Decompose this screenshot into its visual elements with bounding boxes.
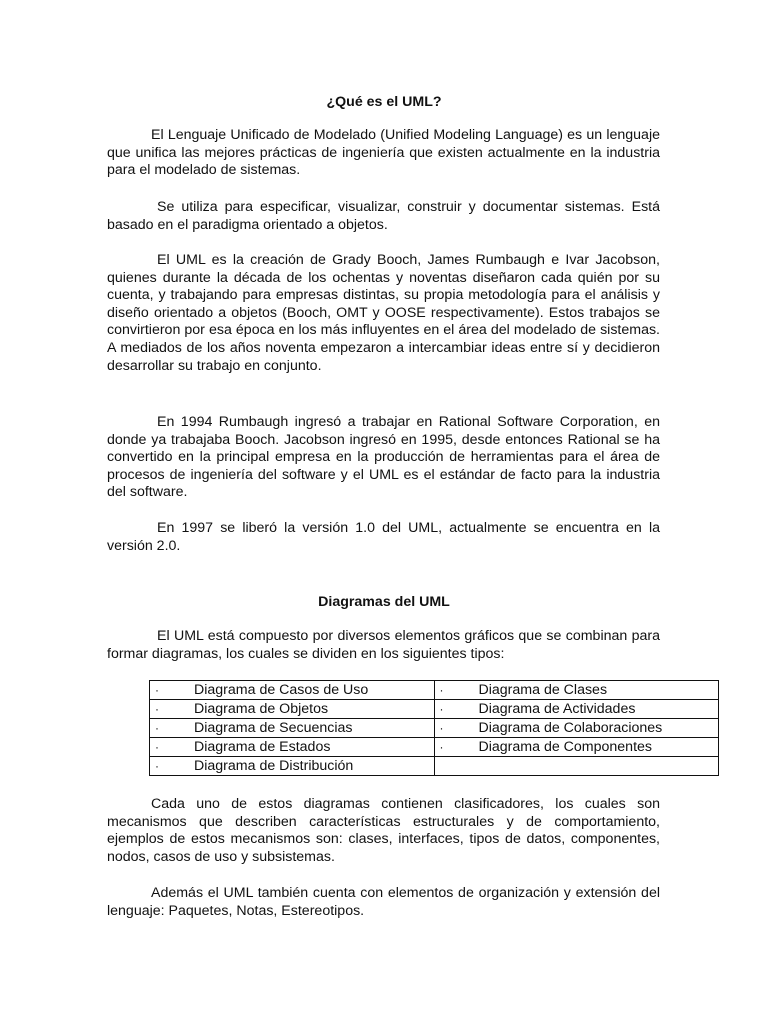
- bullet: ·: [439, 720, 444, 735]
- bullet: ·: [439, 701, 444, 716]
- bullet: ·: [155, 701, 159, 716]
- table-cell: [434, 681, 719, 700]
- paragraph-definition: El Lenguaje Unificado de Modelado (Unified Modeling Language) es un lenguaje que unifica las mejores prácticas de ingeniería que existen actualmente en la industria para el modelado de sistemas.: [107, 127, 660, 179]
- diagram-type-label: Diagrama de Componentes: [478, 738, 652, 755]
- table-cell: [150, 757, 435, 776]
- diagram-type-label: Diagrama de Secuencias: [194, 719, 353, 736]
- section-title-diagramas: Diagramas del UML: [318, 594, 450, 610]
- table-cell-empty: [434, 757, 719, 776]
- bullet: ·: [155, 739, 159, 754]
- section-title-que-es-uml: ¿Qué es el UML?: [326, 94, 442, 110]
- bullet: ·: [439, 739, 444, 754]
- diagram-type-label: Diagrama de Casos de Uso: [194, 681, 369, 698]
- table-row: [150, 700, 719, 719]
- paragraph-organization: Además el UML también cuenta con elementos de organización y extensión del lenguaje: Paquetes, Notas, Estereotipos.: [107, 885, 660, 919]
- bullet: ·: [439, 682, 444, 697]
- table-cell: [434, 719, 719, 738]
- paragraph-versions: En 1997 se liberó la versión 1.0 del UML, actualmente se encuentra en la versión 2.0.: [107, 520, 660, 554]
- paragraph-history: El UML es la creación de Grady Booch, James Rumbaugh e Ivar Jacobson, quienes durante la década de los ochentas y noventas diseñaron cada quién por su cuenta, y trabajando para empresas distintas, su propia metodología para el análisis y diseño orientado a objetos (Booch, OMT y OOSE respectivamente). Estos trabajos se convirtieron por esa época en los más influyentes en el área del modelado de sistemas. A mediados de los años noventa empezaron a intercambiar ideas entre sí y decidieron desarrollar su trabajo en conjunto.: [107, 252, 660, 374]
- table-cell: [434, 700, 719, 719]
- table-cell: [150, 681, 435, 700]
- diagram-type-label: Diagrama de Clases: [478, 681, 608, 698]
- paragraph-usage: Se utiliza para especificar, visualizar, construir y documentar sistemas. Está basado en el paradigma orientado a objetos.: [107, 199, 660, 233]
- diagram-type-label: Diagrama de Actividades: [478, 700, 636, 717]
- table-row: [150, 738, 719, 757]
- bullet: ·: [155, 720, 159, 735]
- bullet: ·: [155, 758, 159, 773]
- diagram-type-label: Diagrama de Estados: [194, 738, 331, 755]
- table-cell: [434, 738, 719, 757]
- table-cell: [150, 700, 435, 719]
- diagram-type-label: Diagrama de Distribución: [194, 757, 354, 774]
- diagram-type-label: Diagrama de Objetos: [194, 700, 329, 717]
- table-cell: [150, 738, 435, 757]
- bullet: ·: [155, 682, 159, 697]
- diagram-type-label: Diagrama de Colaboraciones: [478, 719, 663, 736]
- paragraph-classifiers: Cada uno de estos diagramas contienen clasificadores, los cuales son mecanismos que describen características estructurales y de comportamiento, ejemplos de estos mecanismos son: clases, interfaces, tipos de datos, componentes, nodos, casos de uso y subsistemas.: [107, 796, 660, 865]
- table-row: [150, 757, 719, 776]
- table-row: [150, 681, 719, 700]
- table-cell: [150, 719, 435, 738]
- paragraph-diagram-intro: El UML está compuesto por diversos elementos gráficos que se combinan para formar diagramas, los cuales se dividen en los siguientes tipos:: [107, 628, 660, 662]
- table-row: [150, 719, 719, 738]
- diagram-types-table: [149, 680, 719, 776]
- paragraph-rational: En 1994 Rumbaugh ingresó a trabajar en Rational Software Corporation, en donde ya trabajaba Booch. Jacobson ingresó en 1995, desde entonces Rational se ha convertido en la principal empresa en la producción de herramientas para el área de procesos de ingeniería del software y el UML es el estándar de facto para la industria del software.: [107, 414, 660, 501]
